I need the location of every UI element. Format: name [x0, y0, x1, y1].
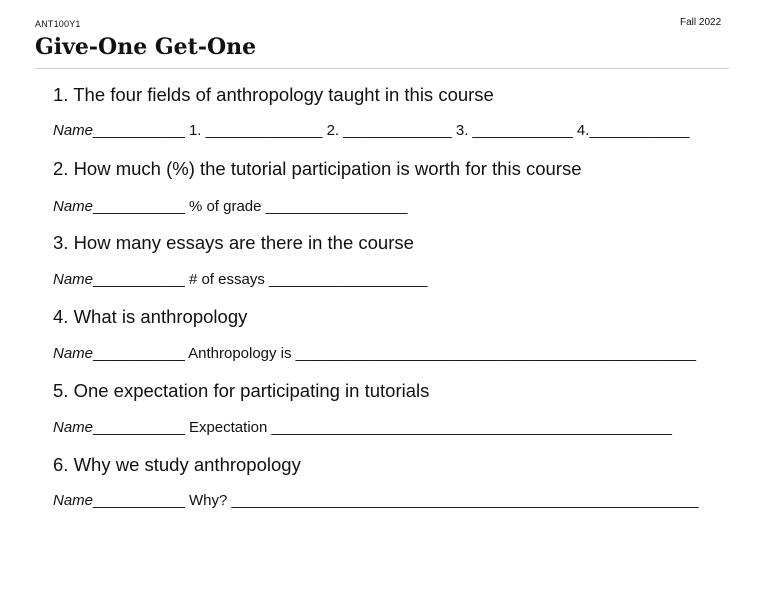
- question-6: 6. Why we study anthropology: [53, 454, 301, 475]
- answer-blanks: ___________ % of grade _________________: [93, 198, 408, 215]
- question-2: 2. How much (%) the tutorial participation is worth for this course: [53, 158, 582, 179]
- question-4: 4. What is anthropology: [53, 306, 248, 327]
- answer-line-4: [53, 345, 696, 362]
- course-code: ANT100Y1: [35, 19, 81, 29]
- name-label: Name: [53, 492, 94, 509]
- title-divider: [35, 68, 729, 69]
- answer-blanks: ___________ Anthropology is ________________________________________________: [93, 345, 697, 362]
- answer-line-6: [53, 492, 699, 509]
- answer-blanks: ___________ 1. ______________ 2. _____________ 3. ____________ 4.____________: [93, 122, 690, 139]
- question-3: 3. How many essays are there in the course: [53, 232, 414, 253]
- question-5: 5. One expectation for participating in tutorials: [53, 380, 430, 401]
- answer-line-1: [53, 122, 689, 139]
- question-1: 1. The four fields of anthropology taught in this course: [53, 84, 494, 105]
- name-label: Name: [53, 345, 94, 362]
- name-label: Name: [53, 122, 94, 139]
- answer-blanks: ___________ # of essays ___________________: [93, 271, 428, 288]
- answer-line-3: [53, 271, 428, 288]
- name-label: Name: [53, 271, 94, 288]
- term-label: Fall 2022: [680, 17, 722, 28]
- name-label: Name: [53, 419, 94, 436]
- page-title: Give-One Get-One: [35, 34, 257, 60]
- answer-line-5: [53, 419, 672, 436]
- answer-line-2: [53, 198, 407, 215]
- name-label: Name: [53, 198, 94, 215]
- answer-blanks: ___________ Expectation ________________________________________________: [93, 419, 672, 436]
- answer-blanks: ___________ Why? ________________________________________________________: [93, 492, 699, 509]
